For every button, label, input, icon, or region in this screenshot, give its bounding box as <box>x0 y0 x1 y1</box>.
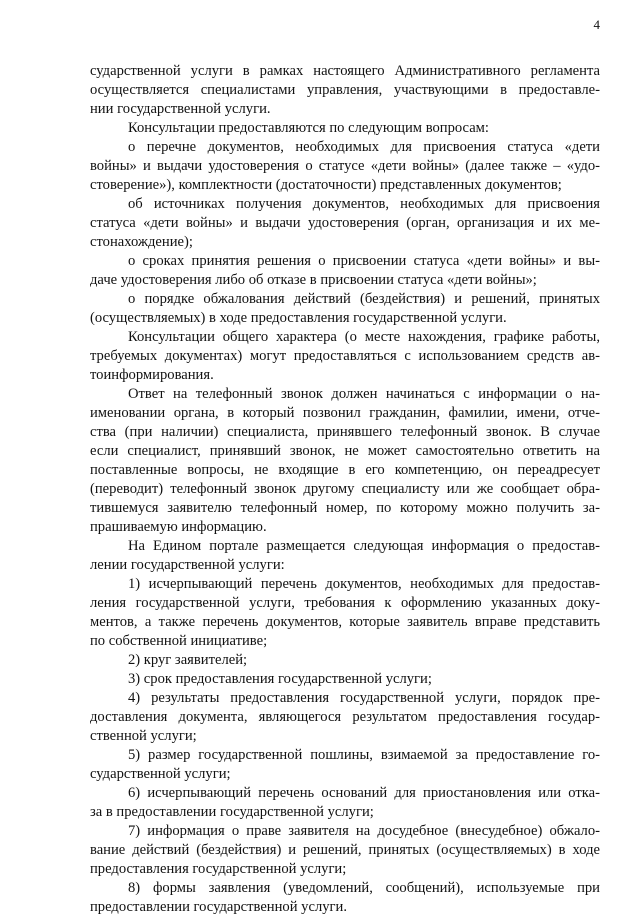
text-line: (осуществляемых) в ходе предоставления государственной услуги. <box>90 310 507 326</box>
text-line: 2) круг заявителей; <box>128 652 248 668</box>
text-line: прашиваемую информацию. <box>90 519 267 535</box>
text-line: сударственной услуги в рамках настоящего Административного регламента <box>90 63 600 79</box>
text-line: ственной услуги; <box>90 728 197 744</box>
text-line: (переводит) телефонный звонок другому специалисту или же сообщает обра- <box>90 481 600 497</box>
text-line: 7) информация о праве заявителя на досудебное (внесудебное) обжало- <box>128 823 600 839</box>
text-line: 6) исчерпывающий перечень оснований для приостановления или отка- <box>128 785 600 801</box>
text-line: если специалист, принявший звонок, не может самостоятельно ответить на <box>90 443 600 459</box>
text-line: о порядке обжалования действий (бездействия) и решений, принятых <box>128 291 600 307</box>
text-line: стонахождение); <box>90 234 193 250</box>
text-line: статуса «дети войны» и выдачи удостоверения (орган, организация и их ме- <box>90 215 600 231</box>
text-line: даче удостоверения либо об отказе в присвоении статуса «дети войны»; <box>90 272 537 288</box>
text-line: Ответ на телефонный звонок должен начинаться с информации о на- <box>128 386 600 402</box>
text-line: именовании органа, в который позвонил гражданин, фамилии, имени, отче- <box>90 405 600 421</box>
text-line: доставления документа, являющегося результатом предоставления государ- <box>90 709 600 725</box>
text-line: о сроках принятия решения о присвоении статуса «дети войны» и вы- <box>128 253 600 269</box>
text-line: лении государственной услуги: <box>90 557 285 573</box>
page-number: 4 <box>593 17 600 32</box>
text-line: На Едином портале размещается следующая информация о предостав- <box>128 538 600 554</box>
text-line: 5) размер государственной пошлины, взимаемой за предоставление го- <box>128 747 600 763</box>
text-line: стоверение»), комплектности (достаточности) представленных документов; <box>90 177 562 193</box>
document-body <box>90 62 600 917</box>
text-line: о перечне документов, необходимых для присвоения статуса «дети <box>128 139 600 155</box>
text-line: войны» и выдачи удостоверения о статусе «дети войны» (далее также – «удо- <box>90 158 600 174</box>
text-line: предоставлении государственной услуги. <box>90 899 347 915</box>
text-line: предоставления государственной услуги; <box>90 861 347 877</box>
text-line: об источниках получения документов, необходимых для присвоения <box>128 196 600 212</box>
text-line: тоинформирования. <box>90 367 214 383</box>
text-line: ментов, а также перечень документов, которые заявитель вправе представить <box>90 614 600 630</box>
text-line: за в предоставлении государственной услуги; <box>90 804 374 820</box>
text-line: 1) исчерпывающий перечень документов, необходимых для предостав- <box>128 576 600 592</box>
text-line: ства (при наличии) специалиста, принявшего телефонный звонок. В случае <box>90 424 600 440</box>
text-line: осуществляется специалистами управления, участвующими в предоставле- <box>90 82 600 98</box>
text-line: нии государственной услуги. <box>90 101 271 117</box>
text-line: ления государственной услуги, требования к оформлению указанных доку- <box>90 595 600 611</box>
text-line: 8) формы заявления (уведомлений, сообщений), используемые при <box>128 880 600 896</box>
text-line: поставленные вопросы, не входящие в его компетенцию, он переадресует <box>90 462 600 478</box>
text-line: вание действий (бездействия) и решений, принятых (осуществляемых) в ходе <box>90 842 600 858</box>
text-line: требуемых документах) могут предоставляться с использованием средств ав- <box>90 348 600 364</box>
text-line: Консультации общего характера (о месте нахождения, графике работы, <box>128 329 600 345</box>
text-line: 4) результаты предоставления государственной услуги, порядок пре- <box>128 690 600 706</box>
text-line: Консультации предоставляются по следующим вопросам: <box>128 120 489 136</box>
text-line: тившемуся заявителю телефонный номер, по которому можно получить за- <box>90 500 600 516</box>
text-line: 3) срок предоставления государственной услуги; <box>128 671 432 687</box>
text-line: сударственной услуги; <box>90 766 231 782</box>
text-line: по собственной инициативе; <box>90 633 268 649</box>
